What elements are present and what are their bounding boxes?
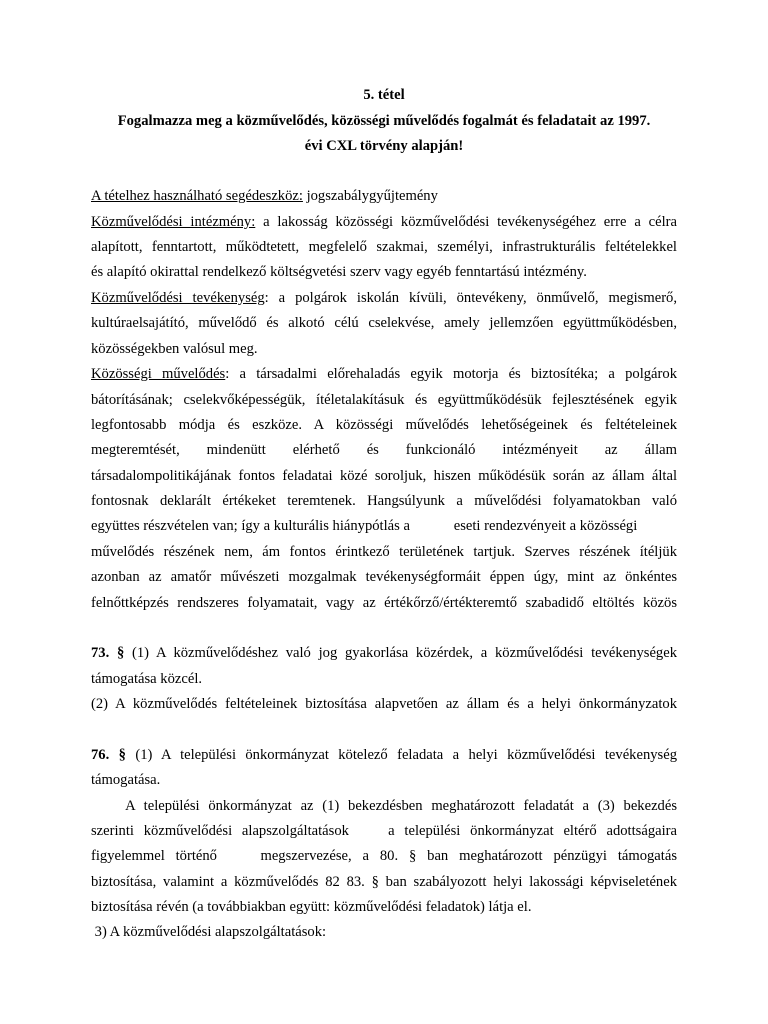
activity-line-1 [91,289,677,307]
s76-line-2: támogatása. [91,772,161,788]
activity-line-2: kultúraelsajátító, művelődő és alkotó célú cselekvése, amely jellemzően együttműködésben, [91,315,677,331]
community-line-8: művelődés részének nem, ám fontos érintkező területének tartjuk. Szerves részének ítéljük [91,544,677,560]
s76-line-7: biztosítása révén (a továbbiakban együtt: közművelődési feladatok) látja el. [91,899,532,915]
institution-line-2: alapított, fenntartott, működtetett, megfelelő szakmai, személyi, infrastrukturális feltételekkel [91,239,677,255]
s73-text-1: (1) A közművelődéshez való jog gyakorlása közérdek, a közművelődési tevékenységek [124,645,678,661]
community-line-4: megteremtését, mindenütt elérhető és funkcionáló intézményeit az állam [91,442,677,458]
institution-line-1 [91,213,677,231]
institution-label: Közművelődési intézmény: [91,214,256,230]
community-line-6: fontosnak deklarált értékeket teremtenek. Hangsúlyunk a művelődési folyamatokban való [91,493,677,509]
s73-number: 73. § [91,645,125,661]
institution-text-1: a lakosság közösségi közművelődési tevékenységéhez erre a célra [255,214,677,230]
community-line-9: azonban az amatőr művészeti mozgalmak tevékenységformáit éppen úgy, mint az önkéntes [91,569,677,585]
tools-line [91,187,677,205]
tools-text: jogszabálygyűjtemény [302,188,438,204]
activity-text-1: : a polgárok iskolán kívüli, öntevékeny, önművelő, megismerő, [264,290,677,306]
tools-label: A tételhez használható segédeszköz: [91,188,303,204]
s73-line-2: támogatása közcél. [91,671,203,687]
community-line-5: társadalompolitikájának fontos feladatai közé soroljuk, hiszen működésük során az állam által [91,468,677,484]
s73-line-1 [91,644,677,662]
heading-title-line-1: Fogalmazza meg a közművelődés, közösségi művelődés fogalmát és feladatait az 1997. [117,113,651,129]
activity-label: Közművelődési tevékenység [91,290,265,306]
s76-line-5: figyelemmel történő megszervezése, a 80. § ban meghatározott pénzügyi támogatás [91,848,677,864]
s76-line-1 [91,746,677,764]
institution-line-3: és alapító okirattal rendelkező költségvetési szerv vagy egyéb fenntartású intézmény. [91,264,587,280]
s76-line-6: biztosítása, valamint a közművelődés 82 83. § ban szabályozott helyi lakossági képviseletének [91,874,677,890]
heading-number: 5. tétel [363,87,405,103]
s76-line-4: szerinti közművelődési alapszolgáltatások a települési önkormányzat eltérő adottságaira [91,823,677,839]
community-line-1 [91,365,677,383]
community-line-2: bátorításának; cselekvőképességük, ítéletalakításuk és együttműködésük fejlesztésének egyik [91,392,677,408]
community-text-1: : a társadalmi előrehaladás egyik motorja és biztosítéka; a polgárok [225,366,677,382]
community-line-10: felnőttképzés rendszeres folyamatait, vagy az értékőrző/értékteremtő szabadidő eltöltés közös [91,595,677,611]
s76-text-1: (1) A települési önkormányzat kötelező feladata a helyi közművelődési tevékenység [125,747,677,763]
community-line-7: együttes részvételen van; így a kulturális hiánypótlás a eseti rendezvényeit a közösségi [91,518,638,534]
s73-line-3: (2) A közművelődés feltételeinek biztosítása alapvetően az állam és a helyi önkormányzatok [91,696,677,712]
s76-line-3: A települési önkormányzat az (1) bekezdésben meghatározott feladatát a (3) bekezdés [91,798,677,814]
heading-title-line-2: évi CXL törvény alapján! [304,138,464,154]
community-label: Közösségi művelődés [91,366,226,382]
community-line-3: legfontosabb módja és eszköze. A közösségi művelődés lehetőségeinek és feltételeinek [91,417,677,433]
s76-line-8: 3) A közművelődési alapszolgáltatások: [91,924,327,940]
s76-number: 76. § [91,747,126,763]
activity-line-3: közösségekben valósul meg. [91,341,258,357]
